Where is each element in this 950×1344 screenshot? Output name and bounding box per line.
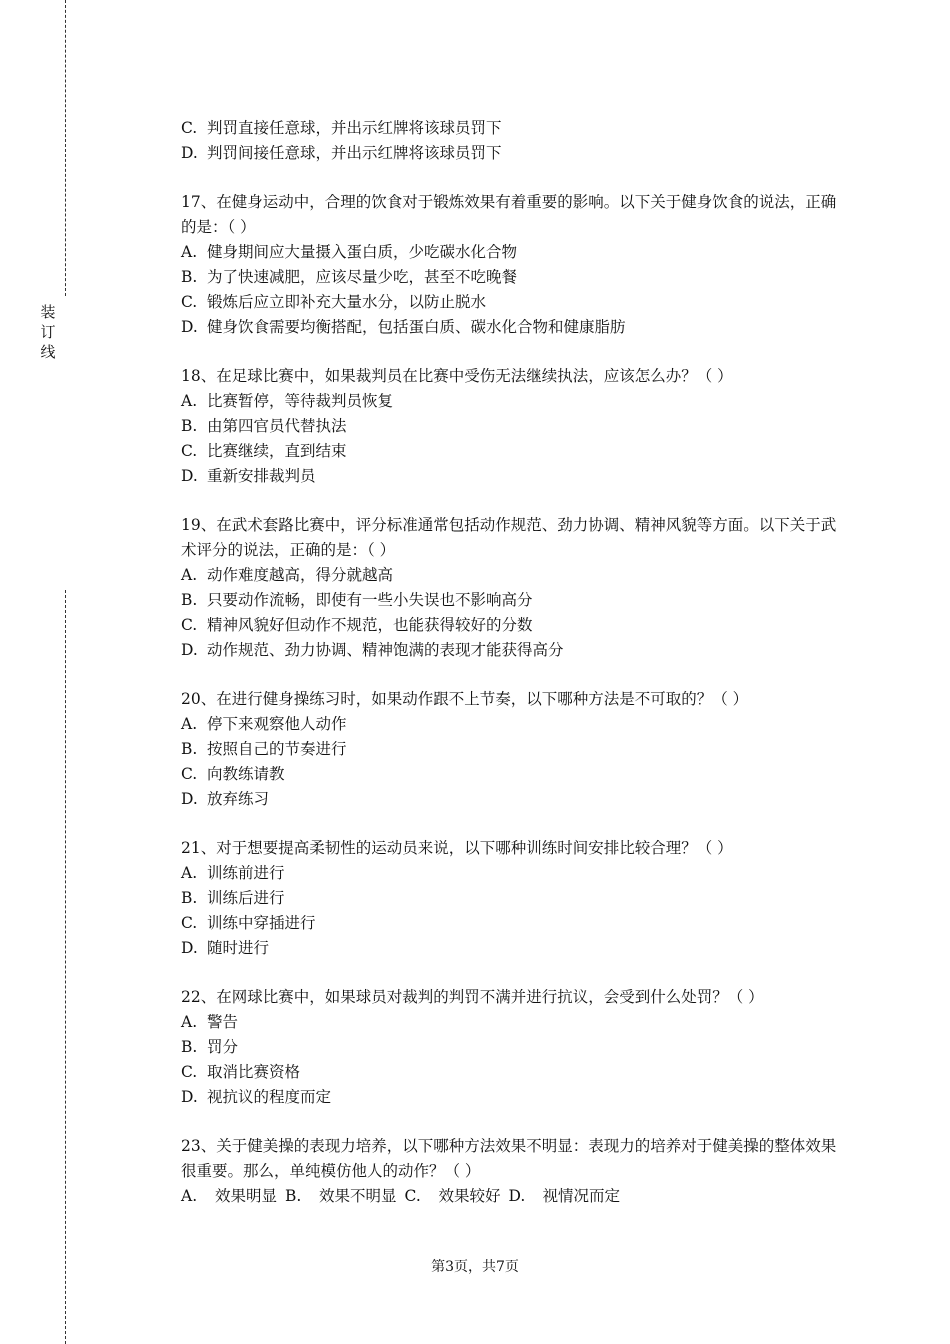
option-letter: C. [404, 1187, 421, 1205]
option-d: D. 重新安排裁判员 [181, 467, 316, 485]
option-c: C. 训练中穿插进行 [181, 914, 316, 932]
option-a: A. 动作难度越高，得分就越高 [181, 566, 394, 584]
option-c: C. 判罚直接任意球，并出示红牌将该球员罚下 [181, 119, 502, 137]
option-letter: A. [181, 1187, 198, 1205]
option-c: C. 比赛继续，直到结束 [181, 442, 347, 460]
option-d: D. 判罚间接任意球，并出示红牌将该球员罚下 [181, 144, 502, 162]
question-22 [181, 985, 846, 1110]
option-b: B. 为了快速减肥，应该尽量少吃，甚至不吃晚餐 [181, 268, 518, 286]
option-b: B. 训练后进行 [181, 889, 285, 907]
question-stem: 21、对于想要提高柔韧性的运动员来说，以下哪种训练时间安排比较合理？（ ） [181, 839, 733, 857]
question-16-carryover [181, 116, 846, 166]
option-a: A. 训练前进行 [181, 864, 285, 882]
question-stem: 18、在足球比赛中，如果裁判员在比赛中受伤无法继续执法，应该怎么办？（ ） [181, 367, 733, 385]
page-footer: 第3页，共7页 [431, 1259, 519, 1275]
option-c: C. 精神风貌好但动作不规范，也能获得较好的分数 [181, 616, 533, 634]
option-a: A. 比赛暂停，等待裁判员恢复 [181, 392, 394, 410]
exam-content [181, 116, 846, 1233]
option-d: D. 随时进行 [181, 939, 270, 957]
option-d: D. 健身饮食需要均衡搭配，包括蛋白质、碳水化合物和健康脂肪 [181, 318, 626, 336]
option-d: D. 视抗议的程度而定 [181, 1088, 332, 1106]
inline-options [181, 1184, 846, 1209]
binding-char: 线 [40, 343, 56, 361]
question-stem: 20、在进行健身操练习时，如果动作跟不上节奏，以下哪种方法是不可取的？（ ） [181, 690, 749, 708]
option-b: B. 由第四官员代替执法 [181, 417, 347, 435]
option-b: B. 罚分 [181, 1038, 239, 1056]
option-c: C. 取消比赛资格 [181, 1063, 301, 1081]
binding-dashed-line-bottom [65, 590, 66, 1344]
option-letter: D. [508, 1187, 526, 1205]
option-b: B. 只要动作流畅，即使有一些小失误也不影响高分 [181, 591, 533, 609]
option-a: A. 警告 [181, 1013, 239, 1031]
binding-char: 订 [40, 323, 56, 341]
option-d: D. 动作规范、劲力协调、精神饱满的表现才能获得高分 [181, 641, 564, 659]
option-text: 效果不明显 [319, 1187, 397, 1205]
binding-dashed-line-top [65, 0, 66, 296]
question-20 [181, 687, 846, 812]
option-a: A. 停下来观察他人动作 [181, 715, 347, 733]
binding-label [38, 302, 58, 362]
question-17 [181, 190, 846, 340]
question-stem: 23、关于健美操的表现力培养，以下哪种方法效果不明显：表现力的培养对于健美操的整体效果很重要。那么，单纯模仿他人的动作？（ ） [181, 1137, 837, 1180]
question-stem: 17、在健身运动中，合理的饮食对于锻炼效果有着重要的影响。以下关于健身饮食的说法，正确的是：（ ） [181, 193, 837, 236]
option-text: 视情况而定 [542, 1187, 621, 1205]
option-letter: B. [285, 1187, 302, 1205]
question-18 [181, 364, 846, 489]
option-text: 效果较好 [438, 1187, 501, 1205]
binding-char: 装 [40, 303, 56, 321]
question-19 [181, 513, 846, 663]
question-stem: 22、在网球比赛中，如果球员对裁判的判罚不满并进行抗议，会受到什么处罚？（ ） [181, 988, 764, 1006]
option-a: A. 健身期间应大量摄入蛋白质，少吃碳水化合物 [181, 243, 518, 261]
question-23 [181, 1134, 846, 1209]
option-text: 效果明显 [215, 1187, 278, 1205]
option-b: B. 按照自己的节奏进行 [181, 740, 347, 758]
question-21 [181, 836, 846, 961]
option-d: D. 放弃练习 [181, 790, 270, 808]
option-c: C. 锻炼后应立即补充大量水分，以防止脱水 [181, 293, 487, 311]
question-stem: 19、在武术套路比赛中，评分标准通常包括动作规范、劲力协调、精神风貌等方面。以下关于武术评分的说法，正确的是：（ ） [181, 516, 837, 559]
option-c: C. 向教练请教 [181, 765, 285, 783]
